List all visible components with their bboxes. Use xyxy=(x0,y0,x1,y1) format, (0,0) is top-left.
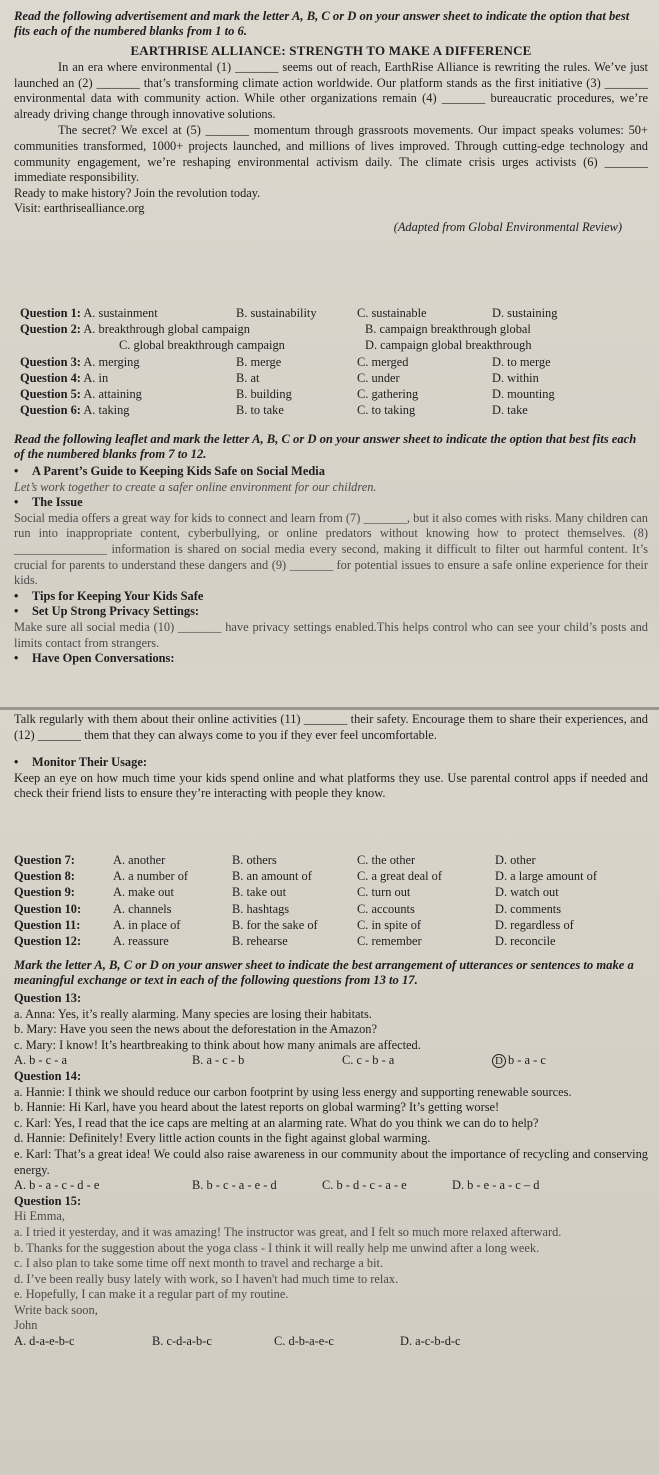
q15-line: a. I tried it yesterday, and it was amazing! The instructor was great, and I felt so much more relaxed afterward. xyxy=(14,1224,562,1239)
circled-answer-mark: D xyxy=(492,1054,506,1068)
q14-line: c. Karl: Yes, I read that the ice caps are melting at an alarming rate. What do you think we can do to help? xyxy=(14,1115,539,1130)
ad-title: EARTHRISE ALLIANCE: STRENGTH TO MAKE A DIFFERENCE xyxy=(130,43,532,58)
question-row: Question 7: A. another B. others C. the other D. other xyxy=(14,853,536,867)
q15-answers: A. d-a-e-b-c B. c-d-a-b-c C. d-b-a-e-c D. a-c-b-d-c xyxy=(14,1334,461,1349)
q14-line: e. Karl: That’s a great idea! We could also raise awareness in our community about the importance of recycling and conserving energy. xyxy=(14,1146,648,1177)
q13-line: a. Anna: Yes, it’s really alarming. Many species are losing their habitats. xyxy=(14,1006,372,1021)
question-row: Question 1: A. sustainment B. sustainability C. sustainable D. sustaining xyxy=(20,306,558,320)
question-row: Question 8: A. a number of B. an amount of C. a great deal of D. a large amount of xyxy=(14,869,597,884)
page-fold xyxy=(0,707,659,710)
q13-line: c. Mary: I know! It’s heartbreaking to think about how many animals are affected. xyxy=(14,1037,421,1052)
part2-instruction: Read the following leaflet and mark the letter A, B, C or D on your answer sheet to indicate the option that best fits each of the numbered blanks from 7 to 12. xyxy=(14,432,637,461)
leaflet-subtitle: Let’s work together to create a safer online environment for our children. xyxy=(14,479,377,494)
question-row: Question 3: A. merging B. merge C. merged D. to merge xyxy=(20,354,551,369)
letter-signature: John xyxy=(14,1318,38,1333)
question-row: Question 6: A. taking B. to take C. to taking D. take xyxy=(20,403,528,418)
q15-line: e. Hopefully, I can make it a regular part of my routine. xyxy=(14,1287,289,1302)
part3-instruction: Mark the letter A, B, C or D on your answer sheet to indicate the best arrangement of utterances or sentences to make a meaningful exchange or text in each of the following questions from 13 to 17. xyxy=(14,958,634,987)
issue-heading: • The Issue xyxy=(14,495,83,510)
part2-section xyxy=(14,432,648,667)
ad-call-to-action: Ready to make history? Join the revolution today. xyxy=(14,185,261,200)
q14-line: b. Hannie: Hi Karl, have you heard about the latest reports on global warming? It’s getting worse! xyxy=(14,1100,500,1115)
question-row: Question 4: A. in B. at C. under D. within xyxy=(20,370,539,385)
q14-answers: A. b - a - c - d - e B. b - c - a - e - d C. b - d - c - a - e D. b - e - a - c – d xyxy=(14,1178,540,1193)
q14-line: d. Hannie: Definitely! Every little action counts in the fight against global warming. xyxy=(14,1131,431,1146)
ad-source: (Adapted from Global Environmental Review) xyxy=(393,219,622,234)
leaflet-title: • A Parent’s Guide to Keeping Kids Safe on Social Media xyxy=(14,464,325,478)
question-row: C. global breakthrough campaign D. campaign global breakthrough xyxy=(119,338,532,353)
part3-section xyxy=(14,958,648,1350)
question-row: Question 5: A. attaining B. building C. gathering D. mounting xyxy=(20,386,555,401)
q14-line: a. Hannie: I think we should reduce our carbon footprint by using less energy and supporting renewable sources. xyxy=(14,1084,572,1099)
letter-closing: Write back soon, xyxy=(14,1302,98,1317)
part1-section xyxy=(14,9,648,235)
privacy-text: Make sure all social media (10) _______ have privacy settings enabled.This helps control who can see your child’s posts and limits contact from strangers. xyxy=(14,619,648,650)
questions-1-6 xyxy=(14,305,648,418)
question-row: Question 12: A. reassure B. rehearse C. remember D. reconcile xyxy=(14,933,556,948)
monitor-heading: • Monitor Their Usage: xyxy=(14,755,147,770)
q15-line: b. Thanks for the suggestion about the yoga class - I think it will really help me unwind after a long week. xyxy=(14,1240,540,1255)
privacy-heading: • Set Up Strong Privacy Settings: xyxy=(14,604,200,619)
issue-text: Social media offers a great way for kids to connect and learn from (7) _______, but it also comes with risks. Many children can run into inappropriate content, cyberbullying, or online predators without knowing how to protect themselves. (8) _______________ information is shared on social media every second, making it difficult to filter out harmful content. It’s crucial for parents to understand these dangers and (9) _______ for potential issues to ensure a safe online experience for their kids. xyxy=(14,510,648,588)
part1-instruction: Read the following advertisement and mark the letter A, B, C or D on your answer sheet to indicate the option that best fits each of the numbered blanks from 1 to 6. xyxy=(14,9,630,38)
q13-line: b. Mary: Have you seen the news about the deforestation in the Amazon? xyxy=(14,1022,378,1037)
monitor-text: Keep an eye on how much time your kids spend online and what platforms they use. Use parental control apps if needed and check their friend lists to ensure they’re interacting with people they know. xyxy=(14,770,648,801)
part2-continued xyxy=(14,712,648,802)
question-row: Question 9: A. make out B. take out C. turn out D. watch out xyxy=(14,885,559,900)
question-row: Question 2: A. breakthrough global campaign B. campaign breakthrough global xyxy=(20,322,531,337)
tips-heading: • Tips for Keeping Your Kids Safe xyxy=(14,588,204,603)
letter-greeting: Hi Emma, xyxy=(14,1209,65,1224)
ad-paragraph-2: The secret? We excel at (5) _______ momentum through grassroots movements. Our impact speaks volumes: 50+ communities transformed, 1000+ projects launched, and millions of lives improved. Through cutting-edge technology and community engagement, we’re reshaping environmental activism daily. The climate crisis urges activists (6) _______ immediate responsibility. xyxy=(14,123,648,185)
ad-paragraph-1: In an era where environmental (1) _______ seems out of reach, EarthRise Alliance is rewriting the rules. We’ve just launched an (2) _______ that’s transforming climate action worldwide. Our platform stands as the first initiative (3) _______ environmental data with community action. While other organizations remain (4) _______ bureaucratic procedures, we’re already driving change through innovative solutions. xyxy=(14,60,648,121)
question-15-label: Question 15: xyxy=(14,1193,82,1208)
question-row: Question 10: A. channels B. hashtags C. accounts D. comments xyxy=(14,901,562,916)
question-row: Question 11: A. in place of B. for the sake of C. in spite of D. regardless of xyxy=(14,917,574,932)
conversation-heading: • Have Open Conversations: xyxy=(14,651,175,666)
ad-website: Visit: earthrisealliance.org xyxy=(14,201,145,216)
conversation-text: Talk regularly with them about their online activities (11) _______ their safety. Encourage them to share their experiences, and (12) _______ them that they can always come to you if they ever feel uncomfortable. xyxy=(14,712,648,742)
question-13-label: Question 13: xyxy=(14,991,82,1005)
question-14-label: Question 14: xyxy=(14,1068,82,1083)
q15-line: d. I’ve been really busy lately with work, so I haven't had much time to relax. xyxy=(14,1271,399,1286)
q15-line: c. I also plan to take some time off next month to travel and recharge a bit. xyxy=(14,1256,384,1271)
questions-7-12 xyxy=(14,852,648,949)
q13-answers: A. b - c - a B. a - c - b C. c - b - a D b - a - c xyxy=(14,1053,546,1068)
